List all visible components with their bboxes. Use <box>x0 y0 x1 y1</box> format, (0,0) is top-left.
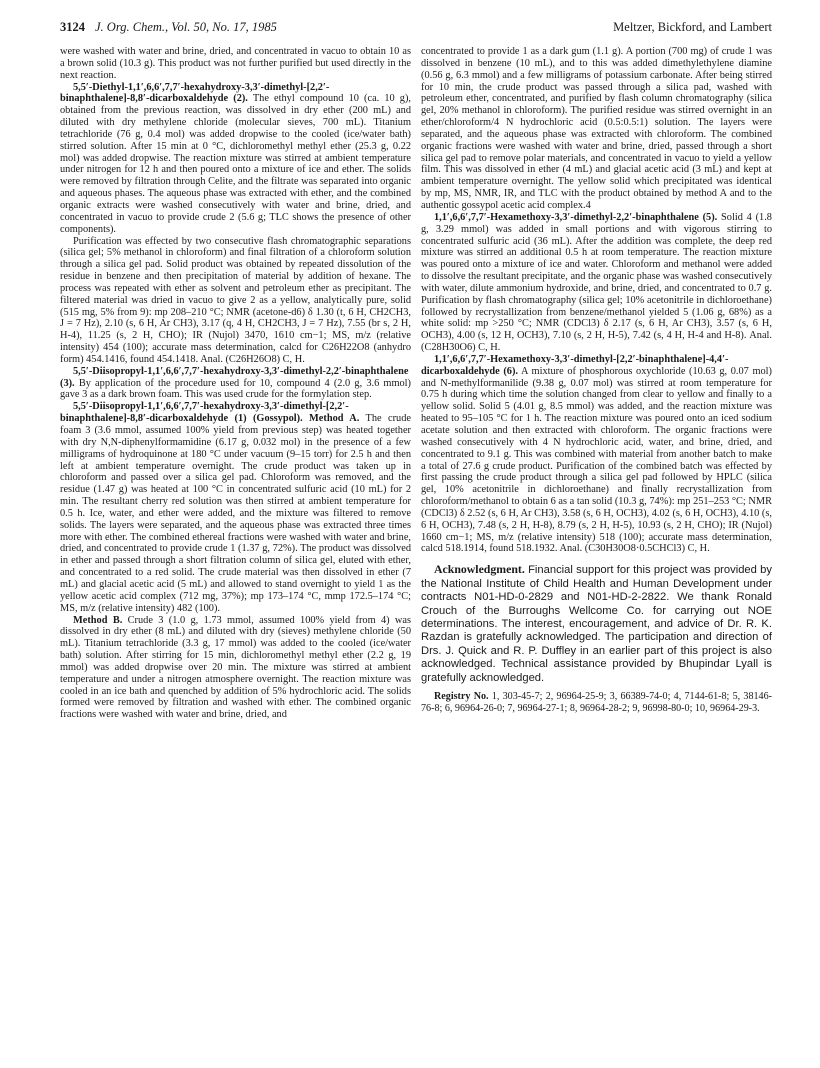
registry-heading: Registry No. <box>434 690 489 702</box>
acknowledgment-body: Financial support for this project was provided by the National Institute of Child Health and Human Development under contracts N01-HD-0-2829 and N01-HD-2-2822. We thank Ronald Crouch of the Burroughs Wellcome Co. for carrying out NOE determinations. The interest, encouragement, and advice of Dr. R. K. Razdan is gratefully acknowledged. The participation and direction of Drs. J. Quick and R. P. Duffley in an earlier part of this project is also acknowledged. Technical assistance provided by Bhupindar Lyall is gratefully acknowledged. <box>421 564 772 684</box>
header-authors: Meltzer, Bickford, and Lambert <box>613 20 772 34</box>
paragraph-body: The ethyl compound 10 (ca. 10 g), obtained from the previous reaction, was dissolved in dry ether (200 mL) and diluted with dry methylene chloride (molecular sieves, 700 mL). Titanium tetrachloride (76 g, 0.4 mol) was added dropwise to the cooled (ice/water bath) stirred solution. After 15 min at 0 °C, dichloromethyl methyl ether (25.3 g, 0.22 mol) was added dropwise. The reaction mixture was stirred at ambient temperature under nitrogen for 12 h and then poured onto a mixture of ice and ether. The solids were removed by filtration through Celite, and the filtrate was separated into organic and aqueous phases. The aqueous phase was extracted with ether, and the combined organic extracts were washed consecutively with water and brine, dried, and concentrated in vacuo to provide crude 2 (5.6 g; TLC shows the presence of other components). <box>60 93 412 235</box>
journal-citation: J. Org. Chem., Vol. 50, No. 17, 1985 <box>95 20 277 34</box>
paragraph-body: Solid 4 (1.8 g, 3.29 mmol) was added in small portions and with vigorous stirring to concentrated sulfuric acid (36 mL). After the addition was complete, the deep red mixture was stirred an additional 0.5 h at room temperature. The reaction mixture was poured onto a mixture of ice and water. Chloroform and methanol were added to dissolve the resultant precipitate, and the organic phase was washed consecutively with water, dilute ammonium hydroxide, and brine, dried, and concentrated to 0.7 g. Purification by flash chromatography (silica gel; 10% acetonitrile in dichloroethane) followed by recrystallization from benzene/methanol yielded 5 (1.06 g, 68%) as a white solid: mp >250 °C; NMR (CDCl3) δ 2.17 (s, 6 H, Ar CH3), 3.57 (s, 6 H, OCH3), 4.00 (s, 12 H, OCH3), 7.10 (s, 2 H, H-5), 7.42 (s, 4 H, H-4 and H-8). Anal. (C28H30O6) C, H. <box>421 211 772 354</box>
paragraph <box>421 354 772 555</box>
paragraph <box>60 615 411 722</box>
paragraph-body: The crude foam 3 (3.6 mmol, assumed 100% yield from previous step) was heated together with dry N,N-diphenylformamidine (6.17 g, 0.032 mol) in the presence of a few milligrams of hydroquinone at 180 °C under vacuum (9–15 torr) for 2.5 h and then left at ambient temperature overnight. The crude product was taken up in chloroform and passed over a silica gel pad. Chloroform was removed, and the residue (1.47 g) was heated at 100 °C in concentrated sulfuric acid (10 mL) for 2 min. The resultant cherry red solution was then stirred at ambient temperature for 0.5 h. Ice, water, and ether were added, and the mixture was filtered to remove solids. The layers were separated, and the aqueous phase was extracted three times more with ether. The combined ethereal fractions were washed with water and brine, dried, and concentrated to provide crude 1 (1.37 g, 72%). The product was dissolved in ether and passed through a short filtration column of silica gel, eluted with ether, and concentrated to a red solid. The crude material was then dissolved in ether (7 mL) and glacial acetic acid (5 mL) and allowed to stand overnight to yield 1 as the yellow acetic acid complex (712 mg, 37%); mp 173–174 °C, mmp 172.5–174 °C; MS, m/z (relative intensity) 482 (100). <box>60 413 411 614</box>
running-header <box>60 20 772 38</box>
left-column <box>60 46 411 721</box>
paragraph-body: A mixture of phosphorous oxychloride (10.63 g, 0.07 mol) and N-methylformanilide (9.38 g, 0.07 mol) was stirred at room temperature for 0.75 h during which time the solution changed from clear to yellow and finally to a yellow solid. Solid 5 (4.01 g, 8.5 mmol) was added, and the reaction mixture was heated to 95–105 °C for 1 h. The reaction mixture was poured onto an iced sodium acetate solution and then extracted with chloroform. The organic fractions were washed consecutively with 4 N hydrochloric acid, water, and brine, dried, and concentrated to 9.1 g. This was combined with material from another batch to make a total of 27.6 g crude product. Purification of the combined batch was effected by first passing the crude product through a silica gel pad followed by HPLC (silica gel, 10% acetonitrile in dichloroethane) and finally recrystallization from chloroform/methanol to obtain 6 as a tan solid (10.3 g, 74%): mp 251–253 °C; NMR (CDCl3) δ 2.52 (s, 6 H, Ar CH3), 3.58 (s, 6 H, OCH3), 4.02 (s, 6 H, OCH3), 4.10 (s, 6 H, OCH3), 7.48 (s, 2 H, H-8), 8.79 (s, 2 H, H-5), 10.93 (s, 2 H, CHO); IR (Nujol) 1660 cm−1; MS, m/z (relative intensity) 518 (100); accurate mass determination, calcd 518.1914, found 518.1932. Anal. (C30H30O8·0.5CHCl3) C, H. <box>421 365 773 555</box>
page-number: 3124 <box>60 20 85 34</box>
paragraph <box>60 82 411 236</box>
paragraph-body: Crude 3 (1.0 g, 1.73 mmol, assumed 100% yield from 4) was dissolved in dry ether (8 mL) and diluted with dry (sieves) methylene chloride (50 mL). Titanium tetrachloride (3.3 g, 17 mmol) was added to the cooled (ice/water bath) solution. After stirring for 15 min, dichloromethyl methyl ether (2.2 g, 19 mmol) was added dropwise over 20 min. The mixture was stirred at ambient temperature and under a nitrogen atmosphere overnight. The reaction mixture was cooled in an ice bath and quenched by addition of 5% hydrochloric acid. The solids formed were removed by filtration and washed with ether. The combined organic fractions were washed with water and brine, dried, and <box>60 614 412 721</box>
compound-heading: 5,5′-Diisopropyl-1,1′,6,6′,7,7′-hexahydroxy-3,3′-dimethyl-2,2′-binaphthalene (3). <box>60 365 409 389</box>
paragraph: were washed with water and brine, dried, and concentrated in vacuo to obtain 10 as a brown solid (10.3 g). This product was not further purified but used directly in the next reaction. <box>60 46 411 81</box>
compound-heading: 5,5′-Diisopropyl-1,1′,6,6′,7,7′-hexahydroxy-3,3′-dimethyl-[2,2′-binaphthalene]-8,8′-dicarboxaldehyde (1) (Gossypol). Method A. <box>60 401 360 425</box>
acknowledgment-heading: Acknowledgment. <box>434 562 525 577</box>
header-left <box>60 20 277 35</box>
method-heading: Method B. <box>73 614 123 626</box>
registry-numbers <box>421 691 772 715</box>
registry-body: 1, 303-45-7; 2, 96964-25-9; 3, 66389-74-0; 4, 7144-61-8; 5, 38146-76-8; 6, 96964-26-0; 7, 96964-27-1; 8, 96964-28-2; 9, 96998-80-0; 10, 96964-29-3. <box>421 690 772 714</box>
paragraph <box>60 401 411 614</box>
compound-heading: 5,5′-Diethyl-1,1′,6,6′,7,7′-hexahydroxy-3,3′-dimethyl-[2,2′-binaphthalene]-8,8′-dicarboxaldehyde (2). <box>60 81 330 105</box>
paragraph <box>60 366 411 402</box>
compound-heading: 1,1′,6,6′,7,7′-Hexamethoxy-3,3′-dimethyl-[2,2′-binaphthalene]-4,4′-dicarboxaldehyde (6). <box>421 353 729 377</box>
paragraph: Purification was effected by two consecutive flash chromatographic separations (silica gel; 5% methanol in chloroform) and final filtration of a chloroform solution through a silica gel pad. Solid product was obtained by repeated dissolution of the residue in benzene and then precipitation of material by addition of hexane. The process was repeated with ether as solvent and petroleum ether as precipitant. The filtered material was dried in vacuo to give 2 as a yellow, analytically pure, solid (515 mg, 5% from 9): mp 208–210 °C; NMR (acetone-d6) δ 1.30 (t, 6 H, CH2CH3, J = 7 Hz), 2.10 (s, 6 H, Ar CH3), 3.17 (q, 4 H, CH2CH3, J = 7 Hz), 7.55 (br s, 2 H, H-4), 11.25 (s, 2 H, CHO); IR (Nujol) 3470, 1610 cm−1; MS, m/z (relative intensity) 454 (100); accurate mass determination, calcd for C26H22O8 (anhydro form) 454.1416, found 454.1418. Anal. (C26H26O8) C, H. <box>60 235 411 365</box>
compound-heading: 1,1′,6,6′,7,7′-Hexamethoxy-3,3′-dimethyl-2,2′-binaphthalene (5). <box>434 211 718 223</box>
acknowledgment <box>421 563 772 685</box>
paragraph-body: By application of the procedure used for 10, compound 4 (2.0 g, 3.6 mmol) gave 3 as a dark brown foam. This was used crude for the formylation step. <box>60 377 411 401</box>
paragraph: concentrated to provide 1 as a dark gum (1.1 g). A portion (700 mg) of crude 1 was dissolved in benzene (10 mL), and to this was added dimethylethylene diamine (0.56 g, 6.3 mmol) and a few milligrams of potassium carbonate. After being stirred for 10 min, the crude product was passed through a silica pad, washed with petroleum ether, concentrated, and purified by flash column chromatography (silica gel, 20% methanol in chloroform). The purified residue was stirred overnight in an ether/chloroform/4 N hydrochloric acid (0.5:0.5:1) solution. The layers were separated, and the aqueous phase was extracted with chloroform. The combined organic fractions were washed with water and brine, dried, passed through a short silica gel pad to remove polar materials, and concentrated in vacuo to yield a yellow film. This was dissolved in ether (4 mL) and glacial acetic acid (3 mL) and kept at ambient temperature overnight. The yellow solid which precipitated was identical by mp, MS, NMR, IR, and TLC with the product obtained by method A and to the authentic gossypol acetic acid complex.4 <box>421 46 772 211</box>
right-column <box>421 46 772 715</box>
paragraph <box>421 212 772 354</box>
